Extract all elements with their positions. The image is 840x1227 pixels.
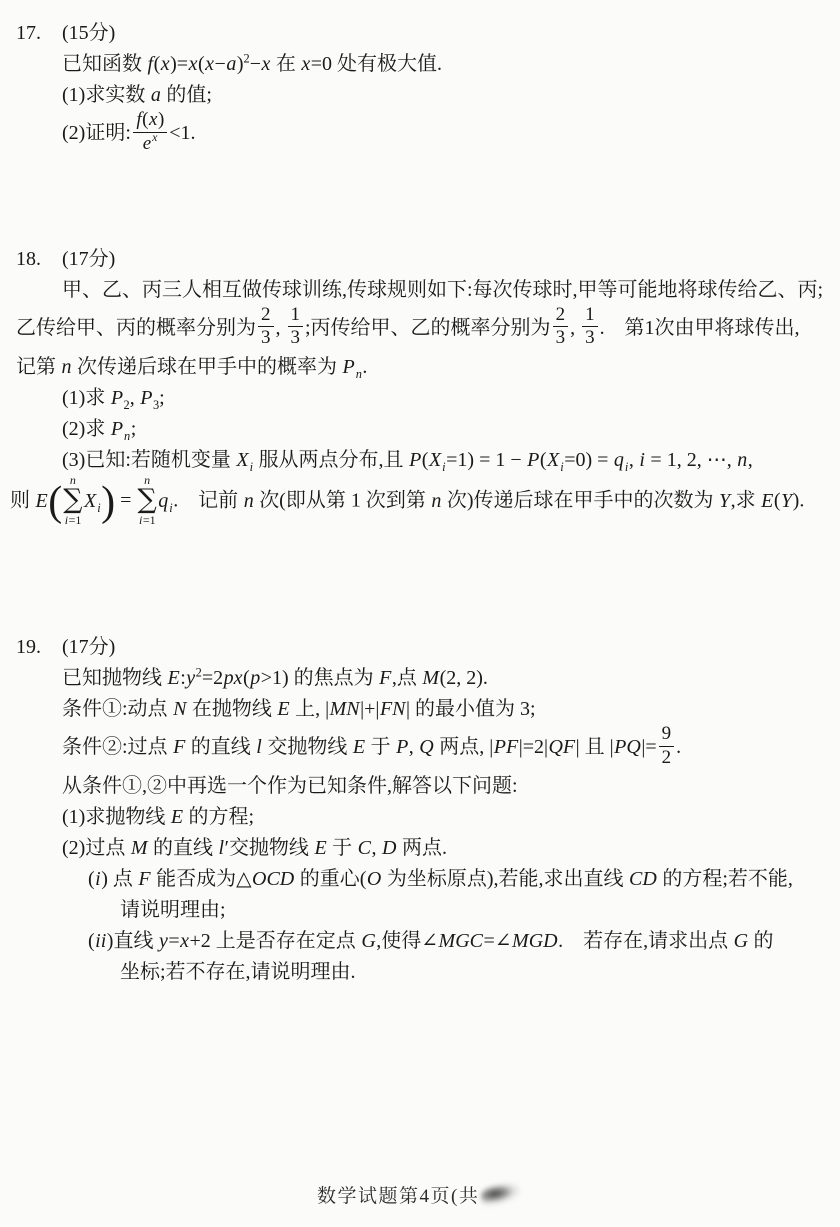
- fraction: $\frac{2}{3}$: [553, 304, 569, 351]
- fraction: $\frac{1}{3}$: [288, 304, 304, 351]
- question-line: (2)求 $P_n$;: [62, 418, 137, 444]
- question-body: [16, 49, 822, 158]
- question-number: 19.: [16, 635, 41, 658]
- question-number: 18.: [16, 247, 41, 270]
- question: [16, 18, 822, 158]
- question-header: [16, 18, 822, 49]
- page-footer: [317, 1181, 525, 1208]
- question-points: (15分): [62, 22, 116, 44]
- ink-smudge-icon: [480, 1180, 527, 1208]
- question-number: 17.: [16, 22, 41, 44]
- question-points: (17分): [62, 247, 116, 270]
- question: [16, 632, 822, 989]
- question-points: (17分): [62, 635, 116, 658]
- fraction: $\frac{f(x)}{e^x}$: [133, 109, 167, 156]
- question: [10, 244, 824, 528]
- question-line: (1)求抛物线 E 的方程;: [62, 806, 255, 829]
- question-line: (i) 点 F 能否成为△OCD 的重心(O 为坐标原点),若能,求出直线 CD 的方程;若不能,: [88, 868, 793, 891]
- question-line: 条件①:动点 N 在抛物线 E 上, |MN|+|FN| 的最小值为 3;: [62, 697, 536, 720]
- summation: n ∑ i=1: [137, 473, 157, 527]
- question-line: (2)过点 M 的直线 l′交抛物线 E 于 C, D 两点.: [62, 837, 447, 860]
- footer-text: 数学试题第4页(共: [317, 1186, 480, 1207]
- question-line: 已知抛物线 $E:y^2=2px(p>1)$ 的焦点为 F,点 M(2, 2).: [62, 665, 488, 689]
- question-line: (1)求实数 a 的值;: [62, 84, 212, 106]
- question-header: [16, 632, 822, 663]
- question-header: [16, 244, 822, 275]
- question-line: (2)证明: $\frac{f(x)}{e^x}$ <1.: [62, 109, 196, 154]
- question-line: (1)求 $P_2$, $P_3$;: [62, 387, 165, 413]
- question-body: [10, 275, 824, 528]
- question-line: 则 E( n ∑ i=1 $X_i$) = n ∑ i=1 $q_i$. 记前 n 次(即从第 1 次到第 n 次)传递后球在甲手中的次数为 Y,求 E(Y).: [10, 473, 805, 527]
- question-line: 记第 n 次传递后球在甲手中的概率为 $P_n$.: [16, 356, 368, 382]
- question-body: [16, 663, 822, 989]
- question-line: 坐标;若不存在,请说明理由.: [120, 961, 356, 984]
- question-line: (ii)直线 y=x+2 上是否存在定点 G,使得∠MGC=∠MGD. 若存在,请求出点 G 的: [88, 930, 774, 953]
- question-line: 条件②:过点 F 的直线 l 交抛物线 E 于 P, Q 两点, |PF|=2|QF| 且 |PQ|= $\frac{9}{2}$ .: [62, 722, 682, 768]
- question-line: (3)已知:若随机变量 $X_i$ 服从两点分布,且 $P(X_i=1) = 1 - P(X_i=0) = q_i$, i = 1, 2, ⋯, n,: [62, 449, 753, 475]
- questions-container: [10, 18, 824, 988]
- fraction: $\frac{1}{3}$: [582, 304, 598, 351]
- question-line: 甲、乙、丙三人相互做传球训练,传球规则如下:每次传球时,甲等可能地将球传给乙、丙;: [62, 278, 824, 301]
- question-line: 乙传给甲、丙的概率分别为 $\frac{2}{3}$ , $\frac{1}{3}$ ;丙传给甲、乙的概率分别为 $\frac{2}{3}$ , $\frac{1}{3}$ . 第1次由甲将球传出,: [16, 303, 800, 349]
- fraction: $\frac{2}{3}$: [258, 304, 274, 351]
- question-line: 请说明理由;: [120, 899, 226, 922]
- fraction: $\frac{9}{2}$: [659, 723, 675, 770]
- summation: n ∑ i=1: [63, 473, 83, 527]
- question-line: 已知函数 $f(x)=x(x-a)^2-x$ 在 x=0 处有极大值.: [62, 51, 443, 75]
- question-line: 从条件①,②中再选一个作为已知条件,解答以下问题:: [62, 775, 518, 798]
